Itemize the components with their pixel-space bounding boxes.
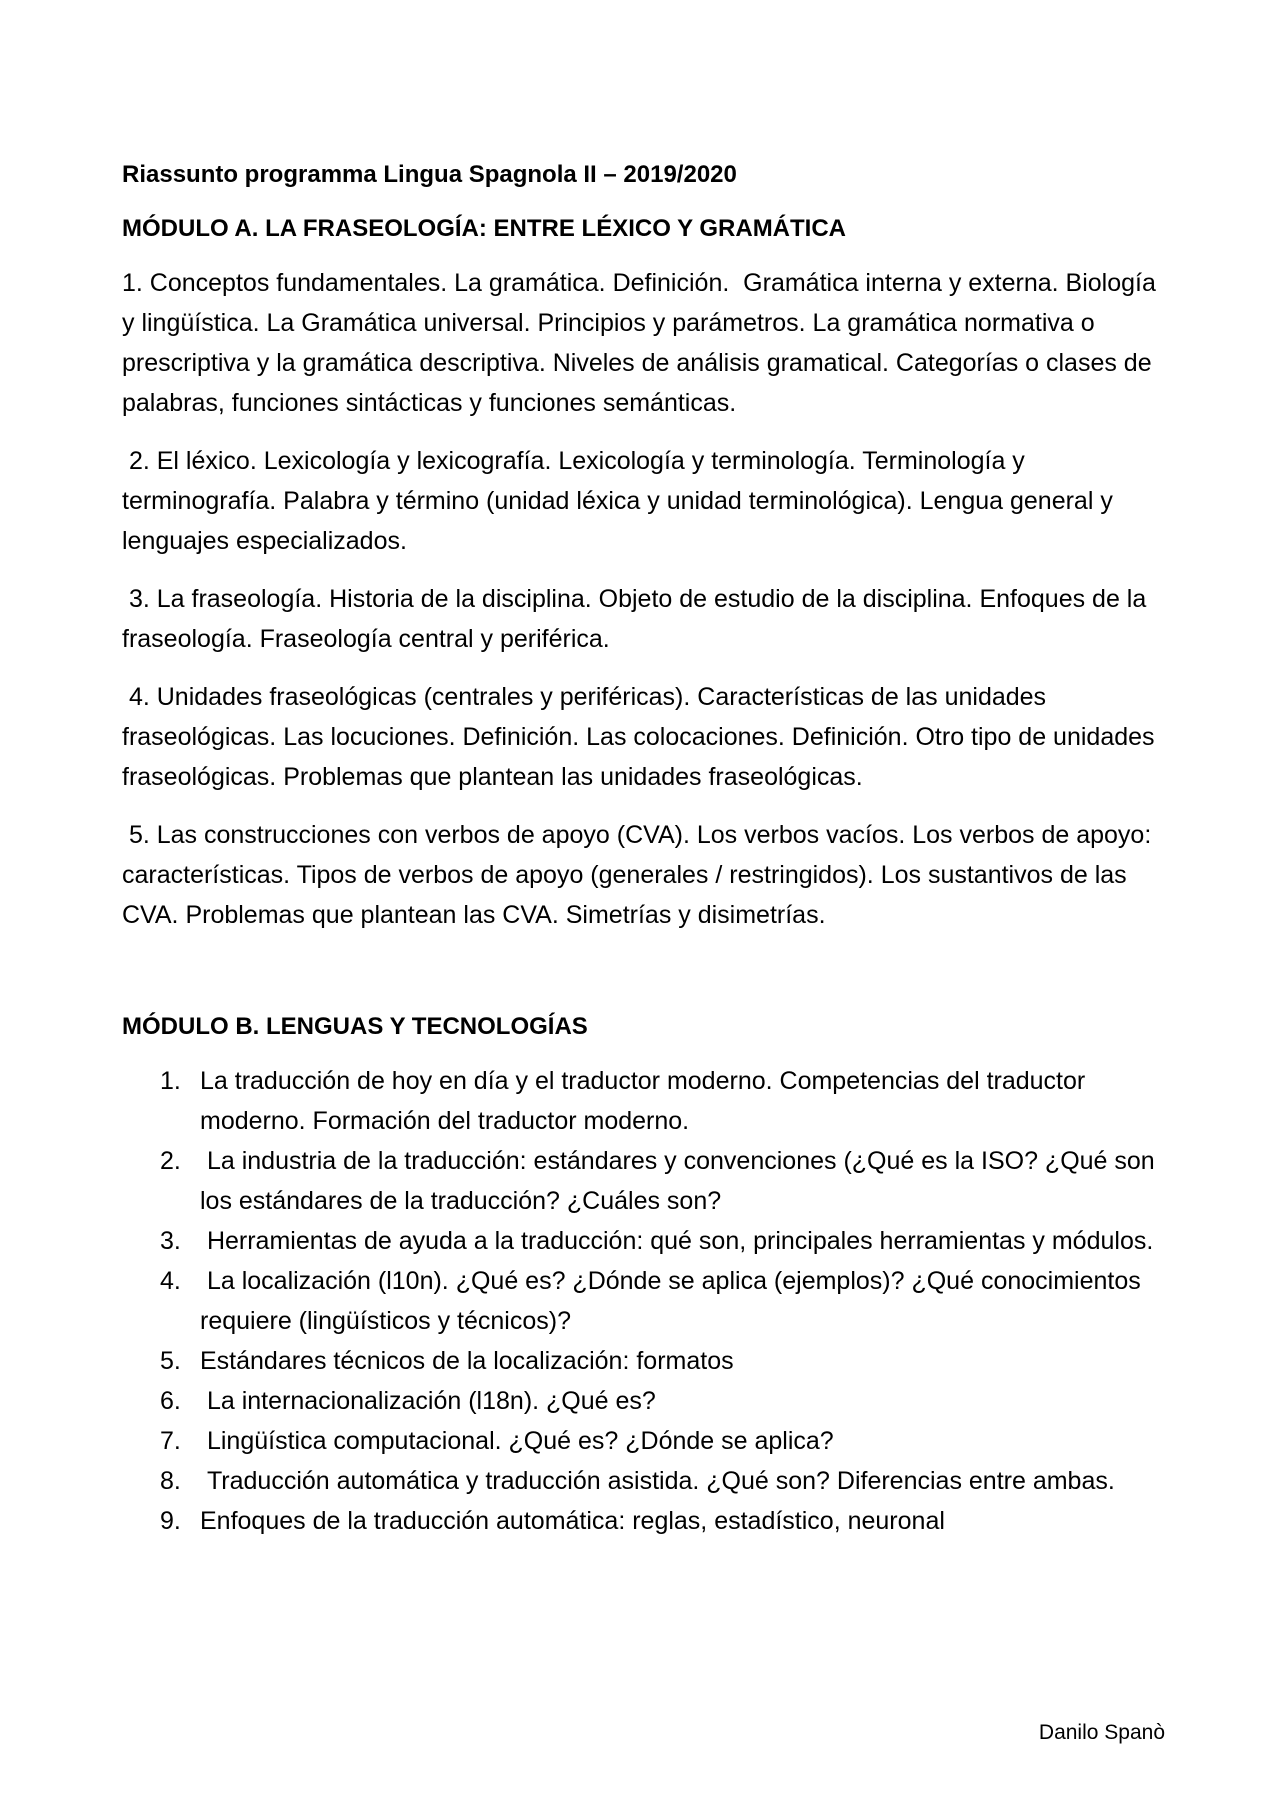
- list-item-text: Enfoques de la traducción automática: reglas, estadístico, neuronal: [200, 1507, 945, 1535]
- module-b-heading: MÓDULO B. LENGUAS Y TECNOLOGÍAS: [122, 1013, 588, 1040]
- author-signature: Danilo Spanò: [1038, 1721, 1165, 1744]
- list-item: [122, 1341, 1162, 1381]
- list-item-number: 9.: [160, 1507, 181, 1535]
- list-item-number: 5.: [160, 1347, 181, 1375]
- list-item-number: 2.: [160, 1147, 181, 1175]
- list-item-text: Herramientas de ayuda a la traducción: qué son, principales herramientas y módulos.: [200, 1227, 1154, 1255]
- document-title: Riassunto programma Lingua Spagnola II – 2019/2020: [122, 161, 737, 188]
- list-item-number: 8.: [160, 1467, 181, 1495]
- list-item-number: 3.: [160, 1227, 181, 1255]
- list-item: [122, 1221, 1162, 1261]
- list-item-text: Lingüística computacional. ¿Qué es? ¿Dónde se aplica?: [200, 1427, 834, 1455]
- module-a-paragraph: 5. Las construcciones con verbos de apoyo (CVA). Los verbos vacíos. Los verbos de apoyo: características. Tipos de verbos de apoyo (generales / restringidos). Los sustantivos de las CVA. Problemas que plantean las CVA. Simetrías y disimetrías.: [122, 821, 1159, 929]
- module-a-paragraph: 2. El léxico. Lexicología y lexicografía. Lexicología y terminología. Terminología y terminografía. Palabra y término (unidad léxica y unidad terminológica). Lengua general y lenguajes especializados.: [122, 447, 1120, 555]
- module-a-heading: MÓDULO A. LA FRASEOLOGÍA: ENTRE LÉXICO Y GRAMÁTICA: [122, 215, 847, 242]
- list-item-text: La internacionalización (l18n). ¿Qué es?: [200, 1387, 656, 1415]
- section-spacer: [122, 953, 1162, 1007]
- module-a-paragraph: 4. Unidades fraseológicas (centrales y periféricas). Características de las unidades fraseológicas. Las locuciones. Definición. Las colocaciones. Definición. Otro tipo de unidades fraseológicas. Problemas que plantean las unidades fraseológicas.: [122, 683, 1162, 791]
- module-a-paragraph: 1. Conceptos fundamentales. La gramática. Definición. Gramática interna y externa. Biología y lingüística. La Gramática universal. Principios y parámetros. La gramática normativa o prescriptiva y la gramática descriptiva. Niveles de análisis gramatical. Categorías o clases de palabras, funciones sintácticas y funciones semánticas.: [122, 269, 1163, 417]
- list-item: [122, 1461, 1162, 1501]
- module-a-paragraph: 3. La fraseología. Historia de la disciplina. Objeto de estudio de la disciplina. Enfoques de la fraseología. Fraseología central y periférica.: [122, 585, 1154, 653]
- list-item-text: Traducción automática y traducción asistida. ¿Qué son? Diferencias entre ambas.: [200, 1467, 1115, 1495]
- list-item: [122, 1261, 1162, 1341]
- list-item: [122, 1141, 1162, 1221]
- list-item-number: 4.: [160, 1267, 181, 1295]
- list-item-number: 7.: [160, 1427, 181, 1455]
- list-item-text: La industria de la traducción: estándares y convenciones (¿Qué es la ISO? ¿Qué son los estándares de la traducción? ¿Cuáles son?: [200, 1147, 1162, 1215]
- list-item-number: 1.: [160, 1067, 181, 1095]
- list-item: [122, 1381, 1162, 1421]
- module-b-list: [122, 1061, 1162, 1541]
- list-item-text: La traducción de hoy en día y el traductor moderno. Competencias del traductor moderno. Formación del traductor moderno.: [200, 1067, 1093, 1135]
- list-item-number: 6.: [160, 1387, 181, 1415]
- list-item: [122, 1501, 1162, 1541]
- list-item-text: La localización (l10n). ¿Qué es? ¿Dónde se aplica (ejemplos)? ¿Qué conocimientos requiere (lingüísticos y técnicos)?: [200, 1267, 1148, 1335]
- list-item: [122, 1061, 1162, 1141]
- list-item: [122, 1421, 1162, 1461]
- document-page: [122, 155, 1162, 1541]
- list-item-text: Estándares técnicos de la localización: formatos: [200, 1347, 734, 1375]
